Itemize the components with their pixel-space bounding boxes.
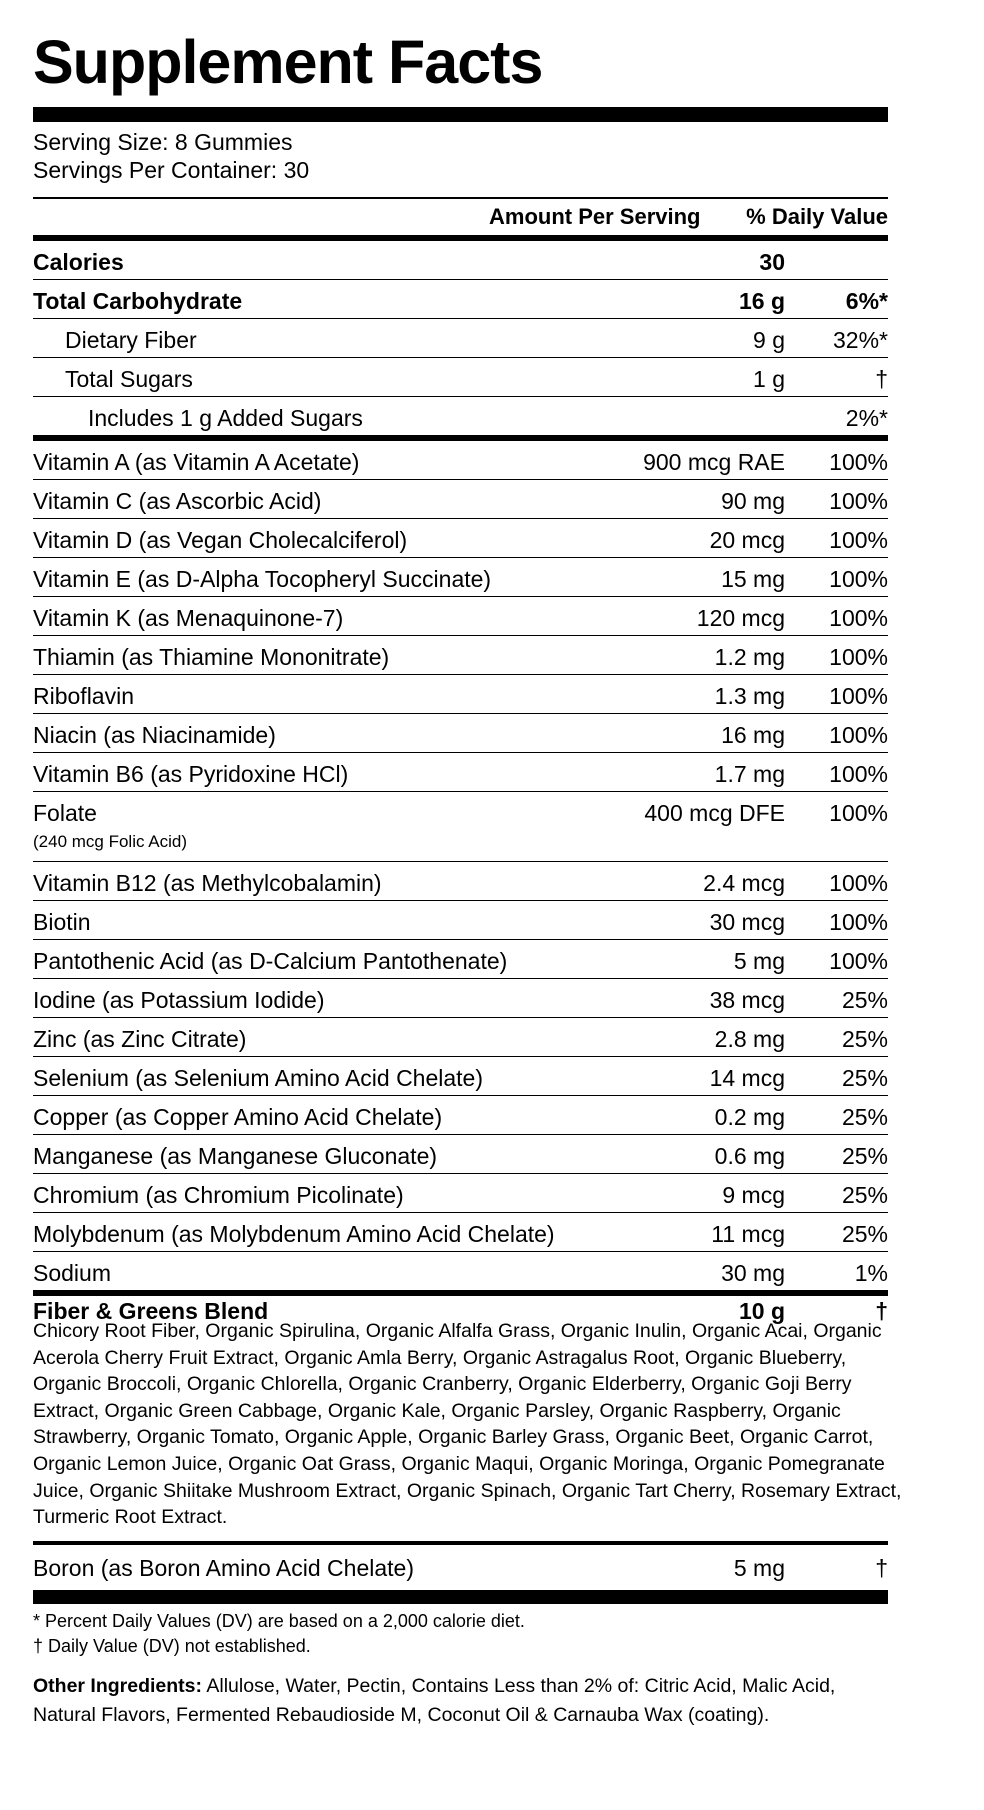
nutrient-dv: 100% [829, 527, 888, 553]
table-row [33, 714, 888, 753]
footnote-dv: * Percent Daily Values (DV) are based on a 2,000 calorie diet. [33, 1611, 525, 1631]
nutrient-amount: 0.6 mg [714, 1143, 785, 1169]
nutrient-name: Manganese (as Manganese Gluconate) [33, 1143, 438, 1169]
nutrient-name: Vitamin C (as Ascorbic Acid) [33, 488, 322, 514]
table-row [33, 1057, 888, 1096]
nutrient-amount: 30 mg [721, 1260, 785, 1286]
nutrient-name: Zinc (as Zinc Citrate) [33, 1026, 247, 1052]
nutrient-amount: 10 g [738, 1298, 785, 1324]
nutrient-dv: 100% [829, 683, 888, 709]
nutrient-name: Vitamin B6 (as Pyridoxine HCl) [33, 761, 349, 787]
table-row [33, 1252, 888, 1291]
nutrient-name: Fiber & Greens Blend [33, 1298, 269, 1324]
panel-title: Supplement Facts [33, 28, 543, 96]
nutrient-amount: 90 mg [721, 488, 785, 514]
boron-divider [33, 1541, 888, 1545]
table-row [33, 675, 888, 714]
table-row [33, 1213, 888, 1252]
nutrient-dv: 25% [841, 1143, 888, 1169]
serving-size: Serving Size: 8 Gummies [33, 129, 293, 155]
nutrient-name: Iodine (as Potassium Iodide) [33, 987, 325, 1013]
table-row [33, 901, 888, 940]
table-row [33, 441, 888, 480]
other-ingredients [33, 1672, 903, 1730]
nutrient-dv: 1% [854, 1260, 888, 1286]
nutrient-name: Selenium (as Selenium Amino Acid Chelate) [33, 1065, 484, 1091]
nutrient-dv: 32%* [833, 327, 888, 353]
nutrient-amount: 1.2 mg [714, 644, 785, 670]
table-row [33, 792, 888, 862]
table-row [33, 241, 888, 280]
nutrient-amount: 30 mcg [709, 909, 785, 935]
nutrient-name: Molybdenum (as Molybdenum Amino Acid Chelate) [33, 1221, 555, 1247]
nutrient-amount: 15 mg [721, 566, 785, 592]
nutrient-dv: 100% [829, 761, 888, 787]
nutrient-dv: 100% [829, 605, 888, 631]
table-row [33, 862, 888, 901]
nutrient-name: Vitamin K (as Menaquinone-7) [33, 605, 344, 631]
nutrient-name: Sodium [33, 1260, 111, 1286]
nutrient-dv: 100% [829, 566, 888, 592]
nutrient-name: Biotin [33, 909, 91, 935]
nutrient-dv: † [875, 366, 888, 392]
nutrient-amount: 2.4 mcg [703, 870, 785, 896]
nutrient-amount: 2.8 mg [714, 1026, 785, 1052]
nutrient-amount: 0.2 mg [714, 1104, 785, 1130]
table-row [33, 319, 888, 358]
servings-per-container: Servings Per Container: 30 [33, 157, 310, 183]
nutrient-name: Niacin (as Niacinamide) [33, 722, 276, 748]
header-amount-per-serving: Amount Per Serving [489, 204, 701, 229]
nutrient-dv: 25% [841, 1104, 888, 1130]
nutrient-dv: 6%* [845, 288, 888, 314]
nutrient-name: Copper (as Copper Amino Acid Chelate) [33, 1104, 443, 1130]
table-row [33, 1135, 888, 1174]
nutrient-amount: 9 mcg [722, 1182, 785, 1208]
nutrient-dv: 25% [841, 1026, 888, 1052]
serving-divider [33, 197, 888, 199]
nutrient-amount: 38 mcg [709, 987, 785, 1013]
nutrient-dv: 25% [841, 1221, 888, 1247]
nutrient-amount: 9 g [753, 327, 785, 353]
nutrient-name: Thiamin (as Thiamine Mononitrate) [33, 644, 390, 670]
other-ingredients-label: Other Ingredients: [33, 1675, 203, 1697]
nutrient-amount: 14 mcg [709, 1065, 785, 1091]
nutrient-name: Vitamin B12 (as Methylcobalamin) [33, 870, 382, 896]
table-row [33, 558, 888, 597]
other-ingredients-text: Allulose, Water, Pectin, Contains Less than 2% of: Citric Acid, Malic Acid, Natural Flavors, Fermented Rebaudioside M, Coconut Oil & Carnauba Wax (coating). [33, 1675, 836, 1726]
nutrient-amount: 400 mcg DFE [644, 800, 785, 826]
nutrient-dv: 100% [829, 870, 888, 896]
nutrient-dv: † [875, 1298, 888, 1324]
nutrient-name: Riboflavin [33, 683, 134, 709]
nutrient-amount: 30 [759, 249, 785, 275]
nutrient-amount: 900 mcg RAE [643, 449, 785, 475]
nutrient-amount: 1 g [753, 366, 785, 392]
nutrient-dv: 100% [829, 909, 888, 935]
nutrient-dv: 25% [841, 1065, 888, 1091]
nutrient-name: Calories [33, 249, 124, 275]
nutrient-name: Total Sugars [65, 366, 193, 392]
table-row [33, 940, 888, 979]
table-row [33, 1096, 888, 1135]
table-row [33, 979, 888, 1018]
table-row [33, 597, 888, 636]
table-row [33, 636, 888, 675]
table-row [33, 1174, 888, 1213]
nutrient-name: Vitamin A (as Vitamin A Acetate) [33, 449, 360, 475]
nutrient-dv: 25% [841, 987, 888, 1013]
table-row [33, 280, 888, 319]
header-daily-value: % Daily Value [746, 204, 888, 229]
blend-ingredients: Chicory Root Fiber, Organic Spirulina, Organic Alfalfa Grass, Organic Inulin, Organic Acai, Organic Acerola Cherry Fruit Extract, Organic Amla Berry, Organic Astragalus Root, Organic Blueberry, Organic Broccoli, Organic Chlorella, Organic Cranberry, Organic Elderberry, Organic Goji Berry Extract, Organic Green Cabbage, Organic Kale, Organic Parsley, Organic Raspberry, Organic Strawberry, Organic Tomato, Organic Apple, Organic Barley Grass, Organic Beet, Organic Carrot, Organic Lemon Juice, Organic Oat Grass, Organic Maqui, Organic Moringa, Organic Pomegranate Juice, Organic Shiitake Mushroom Extract, Organic Spinach, Organic Tart Cherry, Rosemary Extract, Turmeric Root Extract. [33, 1320, 902, 1529]
nutrient-dv: 2%* [845, 405, 888, 431]
nutrient-name: Vitamin D (as Vegan Cholecalciferol) [33, 527, 408, 553]
nutrient-dv: 100% [829, 948, 888, 974]
nutrient-subnote: (240 mcg Folic Acid) [33, 832, 187, 851]
nutrient-amount: 1.7 mg [714, 761, 785, 787]
nutrient-name: Boron (as Boron Amino Acid Chelate) [33, 1555, 414, 1581]
table-row [33, 358, 888, 397]
table-row [33, 753, 888, 792]
nutrient-name: Total Carbohydrate [33, 288, 243, 314]
title-divider-bar [33, 107, 888, 122]
nutrient-amount: 20 mcg [709, 527, 785, 553]
nutrient-name: Chromium (as Chromium Picolinate) [33, 1182, 404, 1208]
nutrient-dv: 25% [841, 1182, 888, 1208]
table-row [33, 480, 888, 519]
nutrient-amount: 11 mcg [711, 1221, 785, 1247]
footer-divider-bar [33, 1590, 888, 1604]
nutrient-amount: 5 mg [733, 948, 785, 974]
nutrient-name: Vitamin E (as D-Alpha Tocopheryl Succinate) [33, 566, 492, 592]
nutrient-amount: 5 mg [733, 1555, 785, 1581]
nutrient-amount: 120 mcg [696, 605, 785, 631]
nutrient-dv: 100% [829, 800, 888, 826]
nutrient-amount: 16 g [738, 288, 785, 314]
nutrient-name: Dietary Fiber [65, 327, 197, 353]
table-row [33, 1018, 888, 1057]
footnote-dagger: † Daily Value (DV) not established. [33, 1636, 311, 1656]
nutrient-dv: 100% [829, 722, 888, 748]
table-row [33, 397, 888, 436]
nutrient-dv: † [875, 1555, 888, 1581]
nutrient-name: Folate [33, 800, 97, 826]
nutrient-dv: 100% [829, 644, 888, 670]
nutrient-name: Includes 1 g Added Sugars [88, 405, 363, 431]
nutrient-dv: 100% [829, 449, 888, 475]
nutrient-name: Pantothenic Acid (as D-Calcium Pantothenate) [33, 948, 508, 974]
nutrient-amount: 16 mg [721, 722, 785, 748]
nutrient-dv: 100% [829, 488, 888, 514]
table-row [33, 519, 888, 558]
nutrient-amount: 1.3 mg [714, 683, 785, 709]
table-row [33, 1547, 888, 1586]
